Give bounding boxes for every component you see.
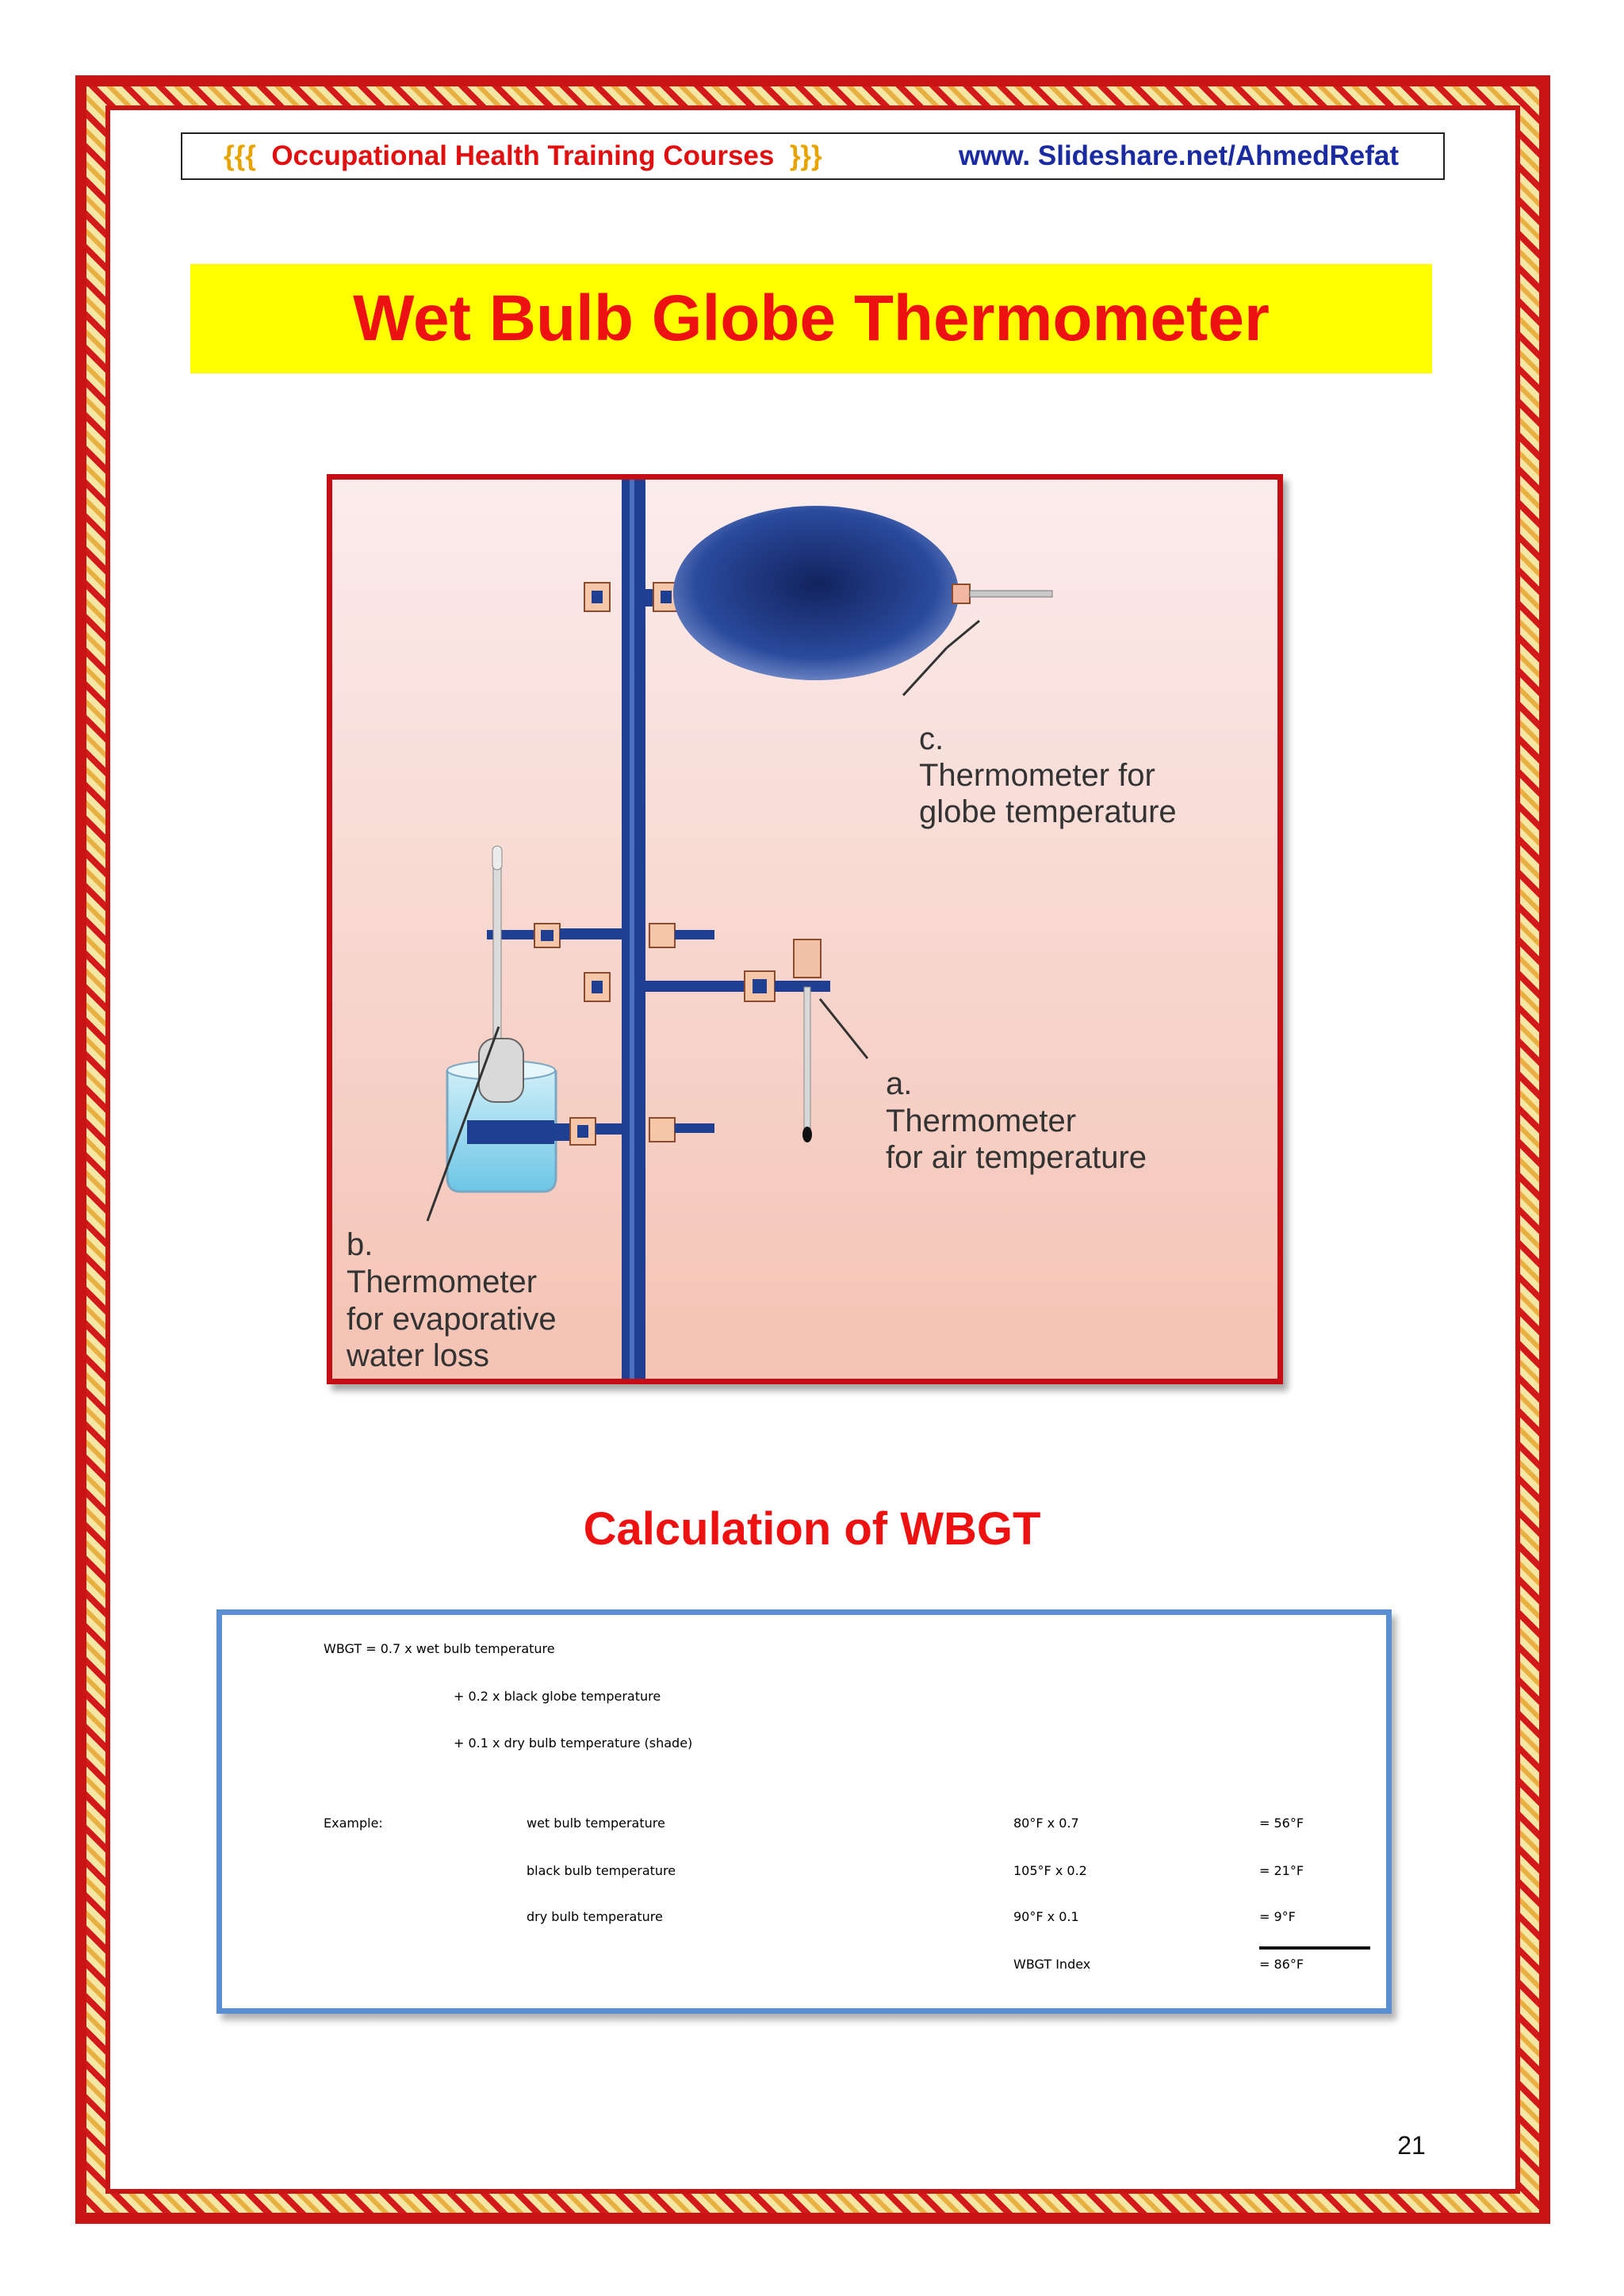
label-a-letter: a. (886, 1066, 913, 1101)
formula-line-3: + 0.1 x dry bulb temperature (shade) (454, 1735, 693, 1751)
example-row-name: black bulb temperature (527, 1863, 676, 1878)
label-c-line1: Thermometer for (919, 758, 1155, 793)
sum-underline (1259, 1946, 1370, 1950)
wbgt-diagram-svg (332, 480, 1277, 1379)
formula-box (216, 1609, 1392, 2014)
stand-pole-highlight (630, 480, 634, 1379)
example-row-result: = 56°F (1259, 1816, 1304, 1831)
black-globe (673, 506, 959, 680)
page-title: Wet Bulb Globe Thermometer (353, 282, 1270, 354)
example-label: Example: (324, 1816, 383, 1831)
example-row-name: wet bulb temperature (527, 1816, 665, 1831)
air-thermometer (804, 987, 810, 1130)
example-row-calc: 90°F x 0.1 (1013, 1909, 1079, 1924)
label-b-line3: water loss (347, 1338, 490, 1373)
label-c-line2: globe temperature (919, 794, 1177, 829)
header-courses (224, 140, 822, 172)
header-courses-text: Occupational Health Training Courses (271, 140, 775, 171)
globe-thermometer (970, 591, 1052, 597)
header-bar (181, 132, 1445, 180)
label-a-line2: for air temperature (886, 1140, 1147, 1175)
example-row-calc: 80°F x 0.7 (1013, 1816, 1079, 1831)
label-a-line1: Thermometer (886, 1104, 1077, 1138)
formula-line-2: + 0.2 x black globe temperature (454, 1689, 661, 1704)
example-row-calc: 105°F x 0.2 (1013, 1863, 1087, 1878)
label-c-letter: c. (919, 721, 944, 756)
wbgt-diagram (327, 474, 1283, 1384)
label-b-line1: Thermometer (347, 1265, 538, 1299)
example-row-result: = 9°F (1259, 1909, 1296, 1924)
title-band (190, 264, 1432, 373)
section-heading: Calculation of WBGT (583, 1503, 1041, 1555)
label-b-letter: b. (347, 1227, 373, 1262)
header-brace-close: }}} (789, 140, 822, 171)
formula-line-1: WBGT = 0.7 x wet bulb temperature (324, 1641, 555, 1656)
example-row-name: dry bulb temperature (527, 1909, 663, 1924)
wet-wick (479, 1039, 523, 1102)
wbgt-index-value: = 86°F (1259, 1957, 1304, 1972)
wbgt-index-label: WBGT Index (1013, 1957, 1091, 1972)
example-row-result: = 21°F (1259, 1863, 1304, 1878)
header-url[interactable]: www. Slideshare.net/AhmedRefat (959, 140, 1399, 171)
label-b-line2: for evaporative (347, 1302, 557, 1337)
header-brace-open: {{{ (224, 140, 256, 171)
page-number: 21 (1397, 2131, 1426, 2160)
